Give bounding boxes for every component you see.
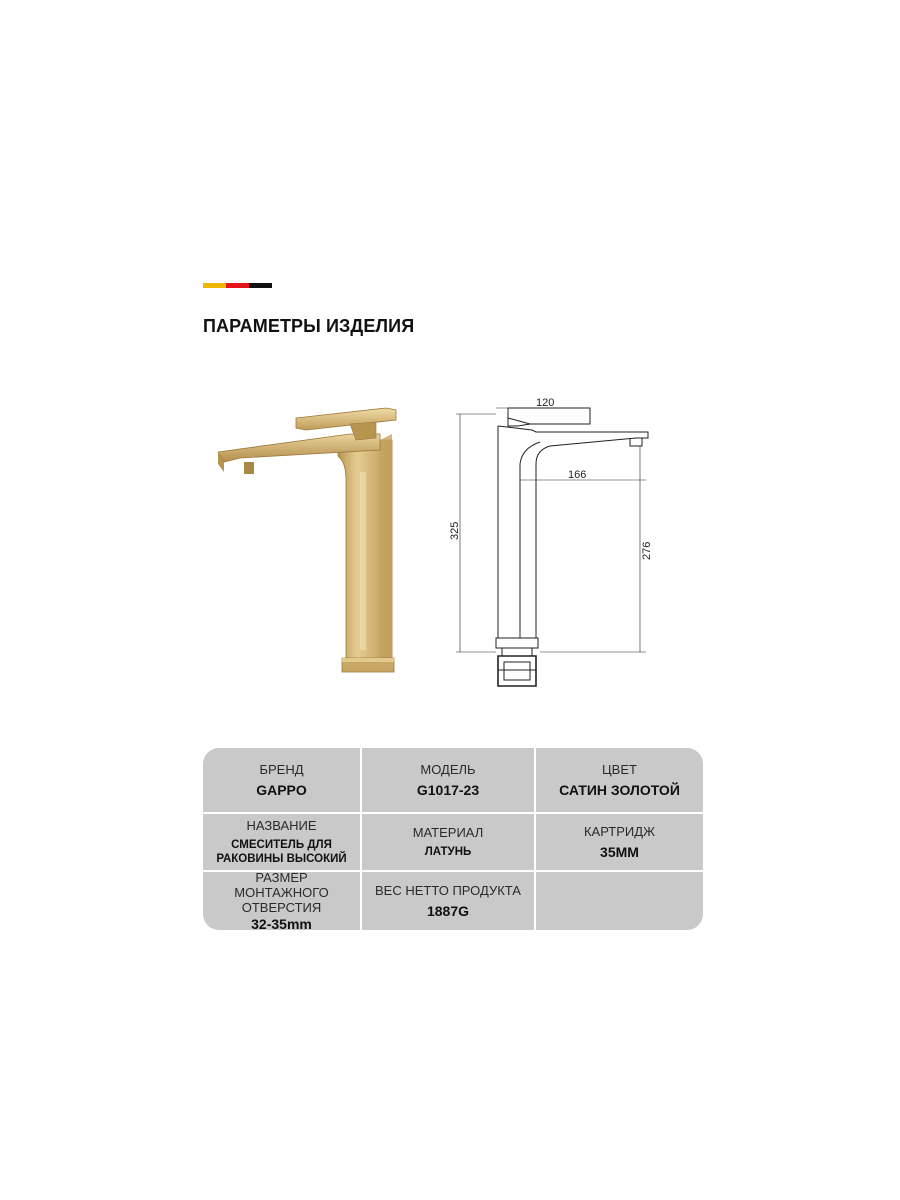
spec-brand [203, 748, 362, 814]
spec-label: КАРТРИДЖ [583, 824, 656, 839]
brand-flag-stripe [203, 283, 272, 288]
spec-value: G1017-23 [416, 782, 480, 798]
flag-yellow-stripe [203, 283, 226, 288]
spec-value: GAPPO [256, 782, 307, 798]
spec-label: ЦВЕТ [602, 762, 637, 777]
flag-black-stripe [249, 283, 272, 288]
dim-spout-label: 166 [568, 469, 587, 481]
spec-value: ЛАТУНЬ [424, 846, 472, 858]
spec-value: 32-35mm [251, 916, 312, 930]
spec-label [207, 870, 356, 915]
spec-material [362, 814, 536, 872]
flag-red-stripe [226, 283, 249, 288]
spec-label-line: ОТВЕРСТИЯ [241, 900, 322, 915]
spec-name [203, 814, 362, 872]
spec-label-line: РАЗМЕР МОНТАЖНОГО [234, 870, 329, 900]
spec-cartridge [536, 814, 703, 872]
faucet-technical-drawing [440, 390, 670, 700]
spec-label: ВЕС НЕТТО ПРОДУКТА [375, 883, 521, 898]
dim-spout-height-label: 276 [641, 541, 653, 560]
dim-width-label: 120 [536, 397, 555, 409]
spec-value [216, 838, 346, 866]
dim-height-label: 325 [449, 521, 461, 540]
spec-model [362, 748, 536, 814]
faucet-product-image [210, 400, 410, 690]
spec-value-line: СМЕСИТЕЛЬ ДЛЯ [231, 839, 332, 851]
page-title: ПАРАМЕТРЫ ИЗДЕЛИЯ [203, 316, 415, 336]
spec-value-line: РАКОВИНЫ ВЫСОКИЙ [216, 853, 347, 865]
spec-value: 35MM [600, 844, 639, 860]
spec-label: МОДЕЛЬ [420, 762, 476, 777]
spec-label: МАТЕРИАЛ [412, 825, 484, 840]
spec-color [536, 748, 703, 814]
spec-mounting-hole [203, 872, 362, 930]
spec-value: САТИН ЗОЛОТОЙ [559, 782, 680, 798]
spec-label: БРЕНД [259, 762, 304, 777]
spec-empty [536, 872, 703, 930]
specs-table [203, 748, 703, 930]
spec-net-weight [362, 872, 536, 930]
spec-label: НАЗВАНИЕ [246, 818, 317, 833]
spec-value: 1887G [426, 903, 470, 919]
